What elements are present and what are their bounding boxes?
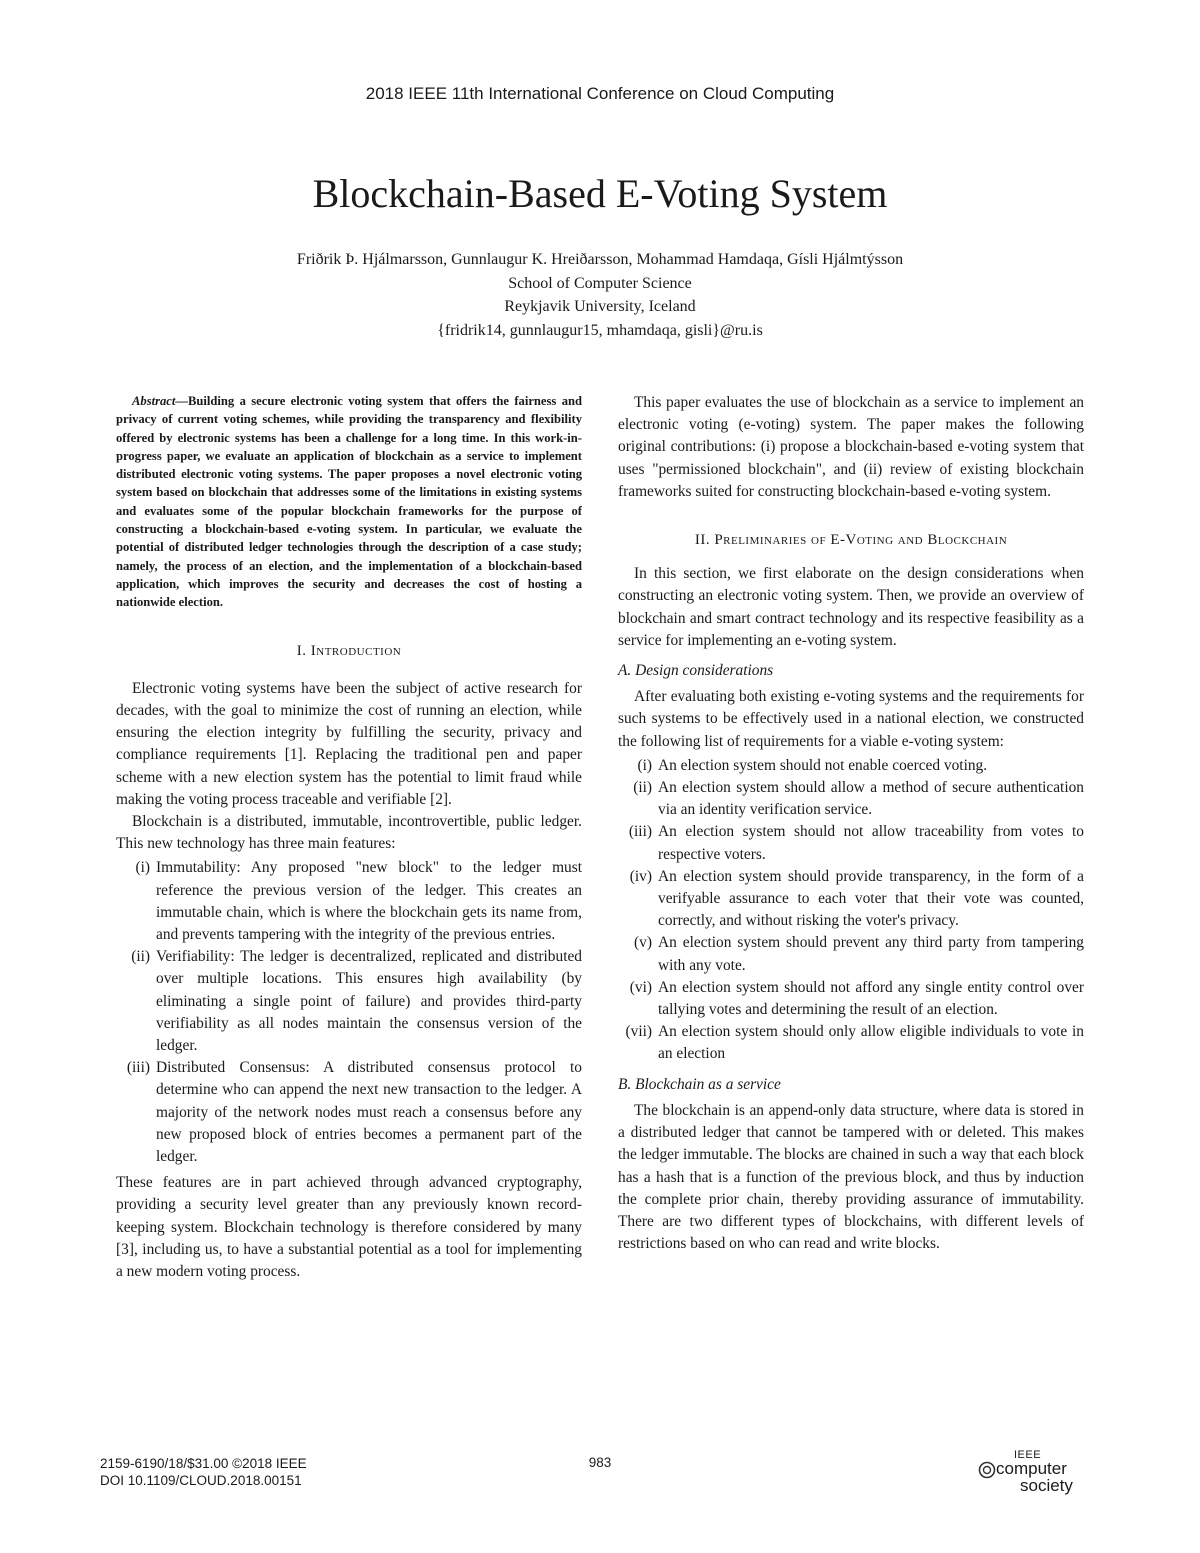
right-column (618, 392, 1084, 1255)
list-item-number: (ii) (131, 948, 150, 966)
blockchain-service-paragraph: The blockchain is an append-only data structure, where data is stored in a distributed ledger that cannot be tampered with or deleted. This makes the ledger immutable. The blocks are chained in such a way that each block has a hash that is a function of the previous block, and thus by induction the complete prior chain, thereby providing assurance of immutability. There are two different types of blockchains, with different levels of restrictions based on who can read and write blocks. (618, 1101, 1084, 1253)
ieee-computer-society-logo (978, 1449, 1098, 1497)
section-heading-preliminaries: II. Preliminaries of E-Voting and Blockchain (694, 532, 1008, 549)
list-item (618, 821, 1084, 865)
author-block (0, 248, 1200, 342)
logo-line-2: society (1020, 1476, 1073, 1495)
computer-society-mark-icon (978, 1461, 996, 1479)
list-item-number: (i) (637, 756, 652, 774)
feature-list (116, 857, 582, 1168)
affiliation-university: Reykjavik University, Iceland (504, 298, 696, 315)
list-item-number: (iv) (629, 867, 652, 885)
list-item-number: (iii) (126, 1059, 150, 1077)
subsection-heading-design: A. Design considerations (618, 662, 774, 680)
footer-issn: 2159-6190/18/$31.00 ©2018 IEEE (100, 1456, 307, 1471)
list-item (116, 1057, 582, 1168)
list-item-text: An election system should prevent any third party from tampering with any vote. (658, 934, 1084, 974)
list-item (116, 857, 582, 946)
list-item (618, 777, 1084, 821)
list-item-text: An election system should not enable coerced voting. (658, 756, 988, 774)
list-item-number: (vi) (629, 978, 652, 996)
list-item-text: An election system should provide transparency, in the form of a verifyable assurance to each voter that their vote was counted, correctly, and without risking the voter's privacy. (658, 867, 1084, 930)
intro-paragraph-2: Blockchain is a distributed, immutable, incontrovertible, public ledger. This new technology has three main features: (116, 812, 582, 853)
intro-paragraph-1: Electronic voting systems have been the subject of active research for decades, with the goal to minimize the cost of running an election, while ensuring the election integrity by fulfilling the security, privacy and compliance requirements [1]. Replacing the traditional pen and paper scheme with a new election system has the potential to limit fraud while making the voting process traceable and verifiable [2]. (116, 679, 582, 808)
list-item-text: An election system should allow a method of secure authentication via an identity verification service. (658, 779, 1084, 819)
author-names: Friðrik Þ. Hjálmarsson, Gunnlaugur K. Hreiðarsson, Mohammad Hamdaqa, Gísli Hjálmtýsson (296, 251, 904, 268)
preliminaries-paragraph: In this section, we first elaborate on the design considerations when constructing an electronic voting system. Then, we provide an overview of blockchain and smart contract technology and its respective feasibility as a service for implementing an e-voting system. (618, 565, 1084, 649)
abstract-label: Abstract (132, 394, 176, 408)
abstract-text: —Building a secure electronic voting system that offers the fairness and privacy of current voting schemes, while providing the transparency and flexibility offered by electronic systems has been a challenge for a long time. In this work-in-progress paper, we evaluate an application of blockchain as a service to implement distributed electronic voting systems. The paper proposes a novel electronic voting system based on blockchain that addresses some of the limitations in existing systems and evaluates some of the popular blockchain frameworks for the purpose of constructing a blockchain-based e-voting system. In particular, we evaluate the potential of distributed ledger technologies through the description of a case study; namely, the process of an election, and the implementation of a blockchain-based application, which improves the security and decreases the cost of hosting a nationwide election. (116, 394, 582, 610)
list-item (618, 866, 1084, 933)
requirements-list (618, 755, 1084, 1066)
logo-line-1: computer (996, 1459, 1067, 1478)
section-heading-introduction: I. Introduction (296, 642, 402, 659)
abstract (116, 392, 582, 612)
intro-paragraph-3: These features are in part achieved through advanced cryptography, providing a security level greater than any previously known record-keeping system. Blockchain technology is therefore considered by many [3], including us, to have a substantial potential as a tool for implementing a new modern voting process. (116, 1174, 582, 1281)
list-item (116, 946, 582, 1057)
affiliation-school: School of Computer Science (508, 274, 692, 292)
list-item-number: (v) (634, 934, 652, 952)
author-emails: {fridrik14, gunnlaugur15, mhamdaqa, gisli}@ru.is (437, 321, 763, 339)
subsection-heading-blockchain-service: B. Blockchain as a service (618, 1075, 781, 1093)
design-paragraph: After evaluating both existing e-voting systems and the requirements for such systems to be effectively used in a national election, we constructed the following list of requirements for a viable e-voting system: (618, 688, 1084, 750)
conference-header: 2018 IEEE 11th International Conference on Cloud Computing (365, 84, 835, 103)
list-item-text: Verifiability: The ledger is decentralized, replicated and distributed over multiple locations. This ensures high availability (by eliminating a single point of failure) and provides third-party verifiability as all nodes maintain the consensus version of the ledger. (156, 948, 582, 1055)
page-number: 983 (588, 1455, 612, 1470)
logo-ieee-text: IEEE (1014, 1449, 1042, 1461)
contributions-paragraph: This paper evaluates the use of blockchain as a service to implement an electronic voting (e-voting) system. The paper makes the following original contributions: (i) propose a blockchain-based e-voting system that uses "permissioned blockchain", and (ii) review of existing blockchain frameworks suited for constructing blockchain-based e-voting system. (618, 394, 1084, 500)
paper-title: Blockchain-Based E-Voting System (312, 171, 888, 216)
list-item-number: (iii) (628, 823, 652, 841)
list-item-number: (ii) (633, 779, 652, 797)
list-item (618, 977, 1084, 1021)
footer-doi: DOI 10.1109/CLOUD.2018.00151 (100, 1473, 302, 1488)
list-item-text: Distributed Consensus: A distributed consensus protocol to determine who can append the next new transaction to the ledger. A majority of the network nodes must reach a consensus before any new proposed block of entries becomes a permanent part of the ledger. (156, 1059, 582, 1166)
list-item-number: (vii) (625, 1023, 652, 1041)
list-item-text: An election system should not afford any single entity control over tallying votes and determining the result of an election. (658, 978, 1084, 1019)
list-item-text: An election system should not allow traceability from votes to respective voters. (658, 823, 1084, 863)
left-column (116, 392, 582, 1283)
list-item-number: (i) (135, 859, 150, 877)
list-item (618, 932, 1084, 976)
list-item (618, 1021, 1084, 1065)
list-item-text: Immutability: Any proposed "new block" to the ledger must reference the previous version of the ledger. This creates an immutable chain, which is where the blockchain gets its name from, and prevents tampering with the integrity of the previous entries. (156, 859, 582, 943)
list-item (618, 755, 1084, 777)
list-item-text: An election system should only allow eligible individuals to vote in an election (658, 1023, 1084, 1063)
